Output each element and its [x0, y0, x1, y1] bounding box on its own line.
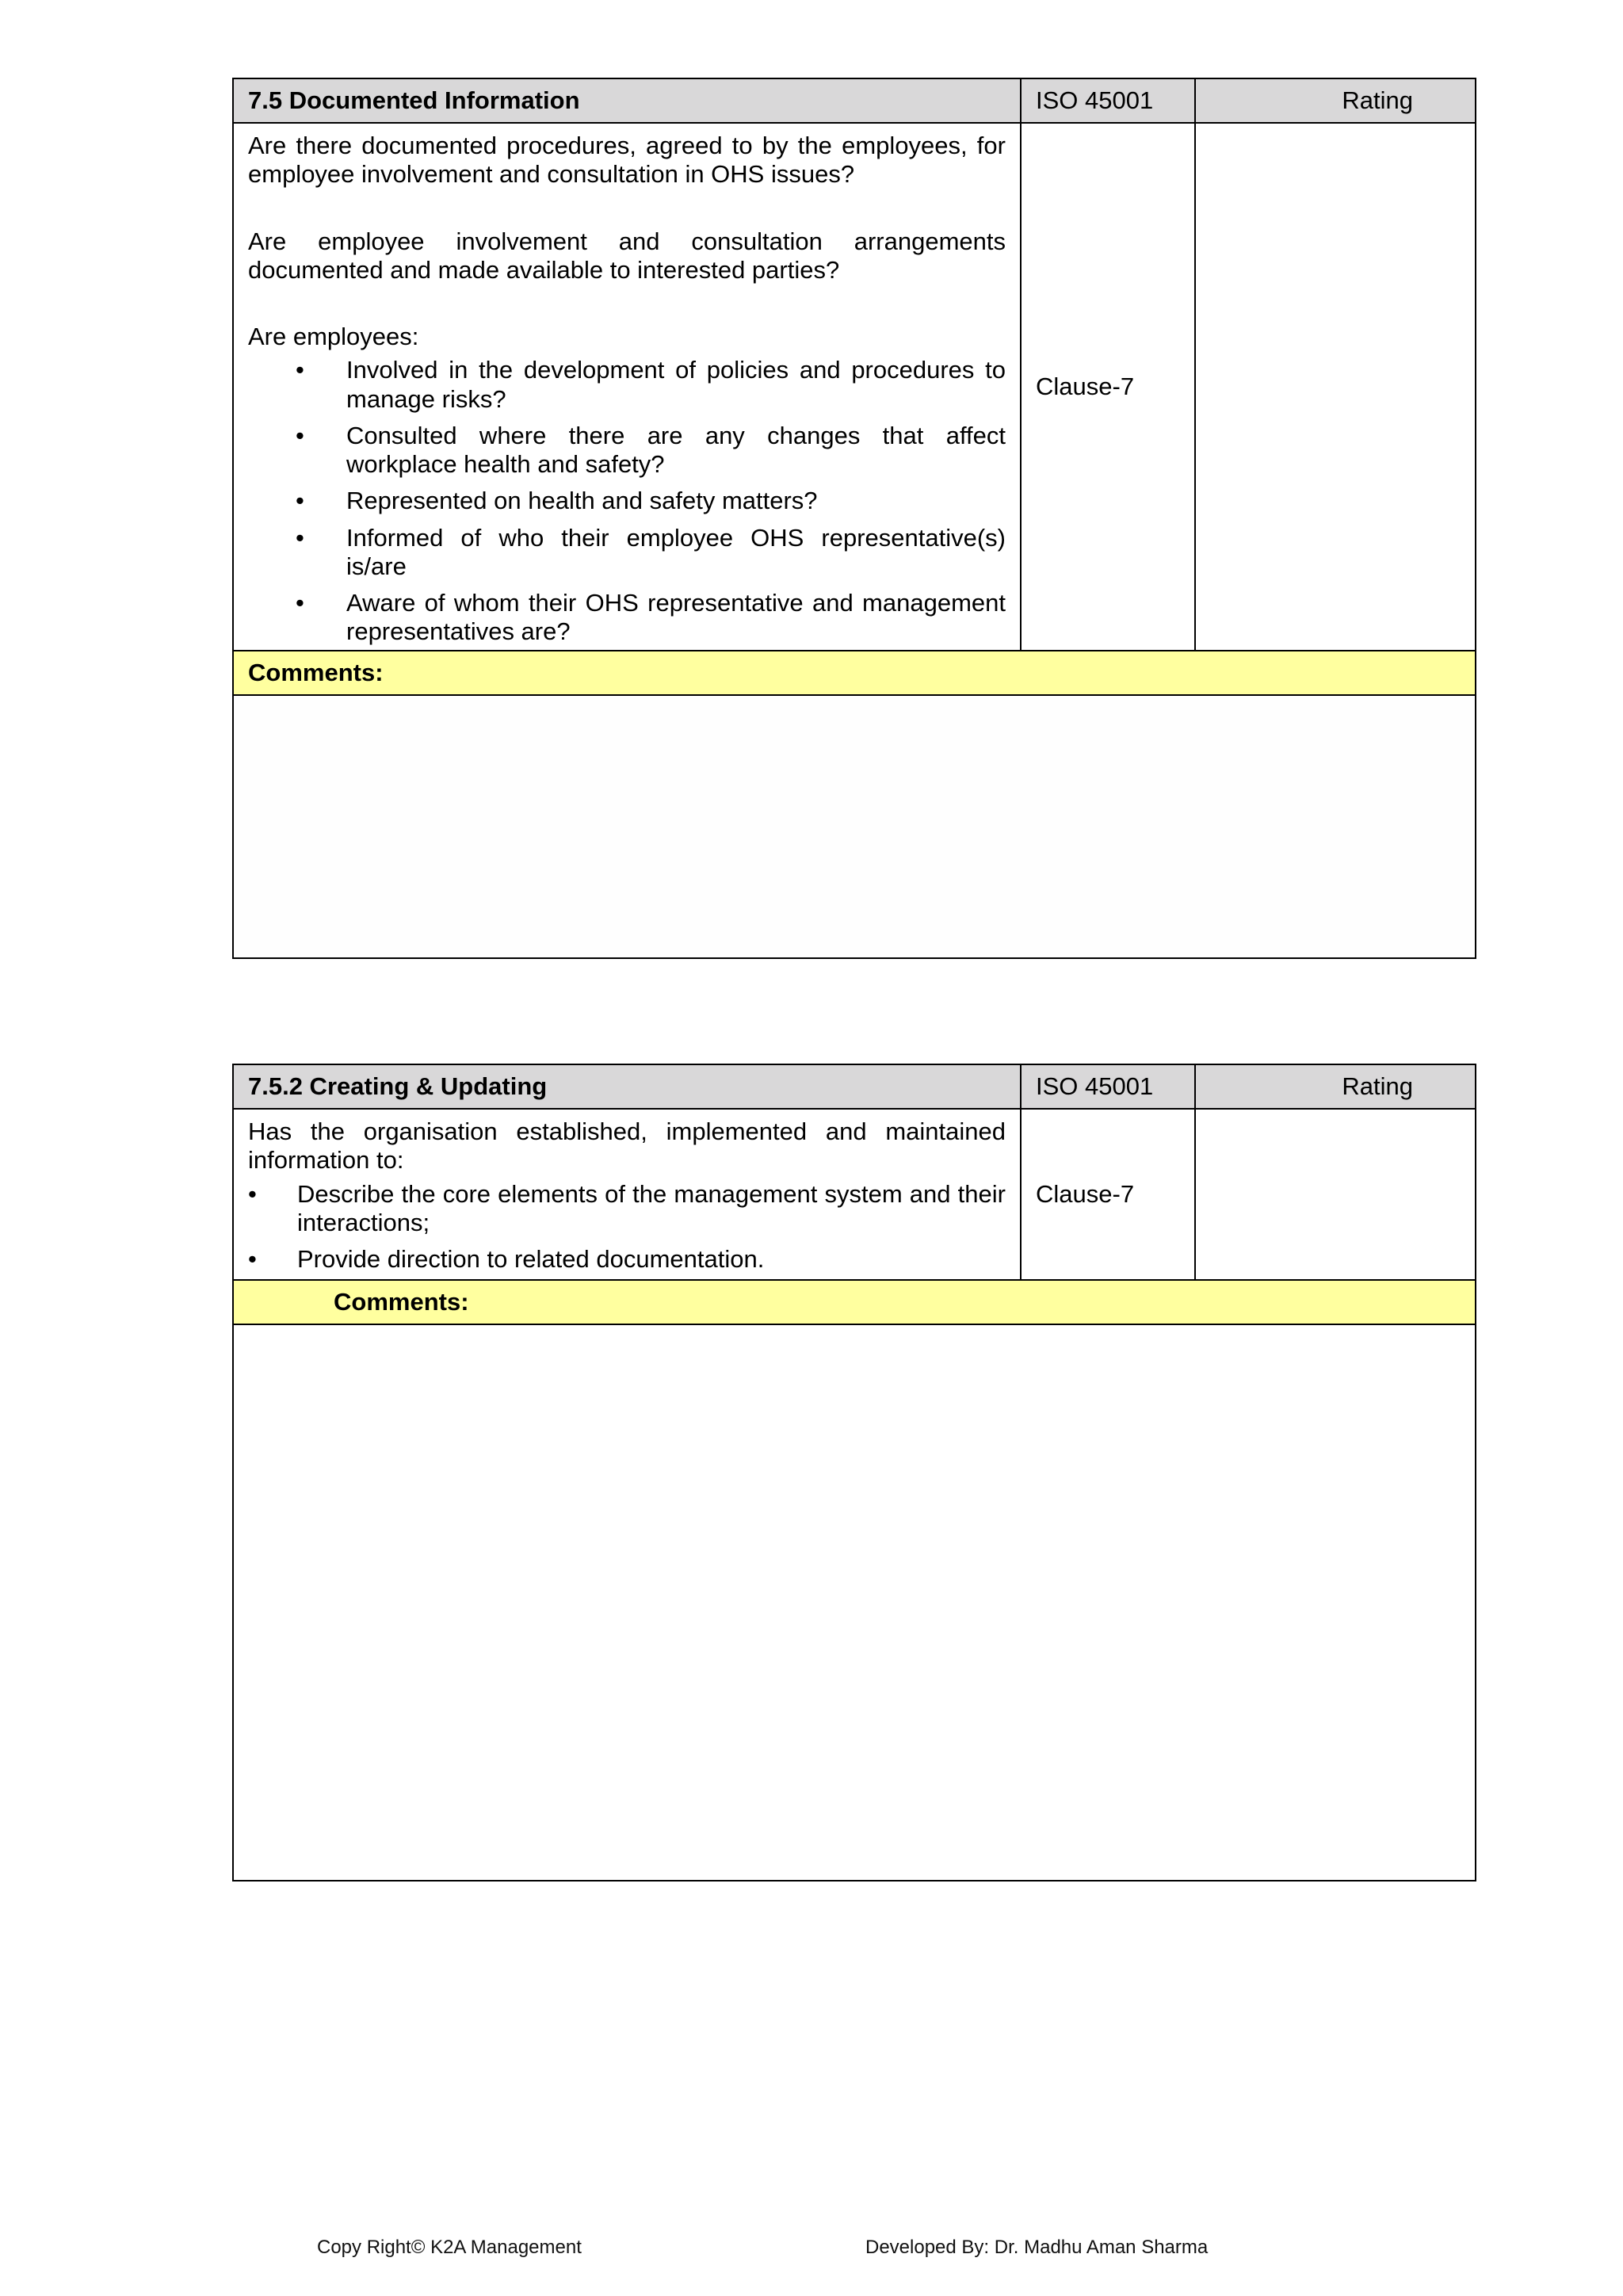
- rating-cell[interactable]: [1195, 1109, 1476, 1280]
- comments-box[interactable]: [233, 1324, 1476, 1881]
- bullet-icon: •: [248, 1245, 257, 1274]
- comments-label: Comments:: [233, 1280, 1476, 1324]
- rating-header: Rating: [1195, 78, 1476, 123]
- question-row: [233, 123, 1476, 651]
- rating-header: Rating: [1195, 1064, 1476, 1109]
- question-intro: Has the organisation established, implemented and maintained information to:: [248, 1117, 1006, 1175]
- list-item: • Aware of whom their OHS representative and management representatives are?: [296, 589, 1006, 646]
- question-row: [233, 1109, 1476, 1280]
- comments-header-row: [233, 651, 1476, 695]
- comments-header-row: [233, 1280, 1476, 1324]
- bullet-icon: •: [296, 356, 304, 384]
- question-text: Are employee involvement and consultation arrangements documented and made available to interested parties?: [248, 227, 1006, 284]
- comments-box[interactable]: [233, 695, 1476, 958]
- section-header-row: [233, 78, 1476, 123]
- list-item: • Consulted where there are any changes that affect workplace health and safety?: [296, 421, 1006, 479]
- bullet-icon: •: [296, 589, 304, 617]
- bullet-icon: •: [248, 1179, 257, 1208]
- section-title: 7.5 Documented Information: [233, 78, 1021, 123]
- rating-cell[interactable]: [1195, 123, 1476, 651]
- section-header-row: [233, 1064, 1476, 1109]
- comments-label: Comments:: [233, 651, 1476, 695]
- footer-developer: Developed By: Dr. Madhu Aman Sharma: [865, 2237, 1209, 2258]
- comments-row: [233, 695, 1476, 958]
- bullet-icon: •: [296, 523, 304, 552]
- footer-copyright: Copy Right© K2A Management: [317, 2237, 582, 2258]
- list-item: • Represented on health and safety matters?: [296, 487, 818, 515]
- list-item: • Informed of who their employee OHS representative(s) is/are: [296, 523, 1006, 580]
- question-intro: Are employees:: [248, 323, 419, 351]
- question-cell: [233, 123, 1021, 651]
- section-title: 7.5.2 Creating & Updating: [233, 1064, 1021, 1109]
- bullet-icon: •: [296, 487, 304, 515]
- list-item: • Involved in the development of policies and procedures to manage risks?: [296, 356, 1006, 413]
- clause-cell: Clause-7: [1021, 1109, 1195, 1280]
- section-7-5-table: [232, 78, 1476, 959]
- comments-row: [233, 1324, 1476, 1881]
- clause-cell: Clause-7: [1021, 123, 1195, 651]
- bullet-list: [248, 1180, 1006, 1274]
- bullet-icon: •: [296, 421, 304, 449]
- bullet-list: [248, 356, 1006, 646]
- standard-header: ISO 45001: [1021, 78, 1195, 123]
- question-text: Are there documented procedures, agreed to by the employees, for employee involvement and consultation in OHS issues?: [248, 132, 1006, 189]
- list-item: • Describe the core elements of the management system and their interactions;: [248, 1179, 1006, 1236]
- list-item: • Provide direction to related documentation.: [248, 1245, 765, 1274]
- question-cell: [233, 1109, 1021, 1280]
- standard-header: ISO 45001: [1021, 1064, 1195, 1109]
- section-7-5-2-table: [232, 1064, 1476, 1881]
